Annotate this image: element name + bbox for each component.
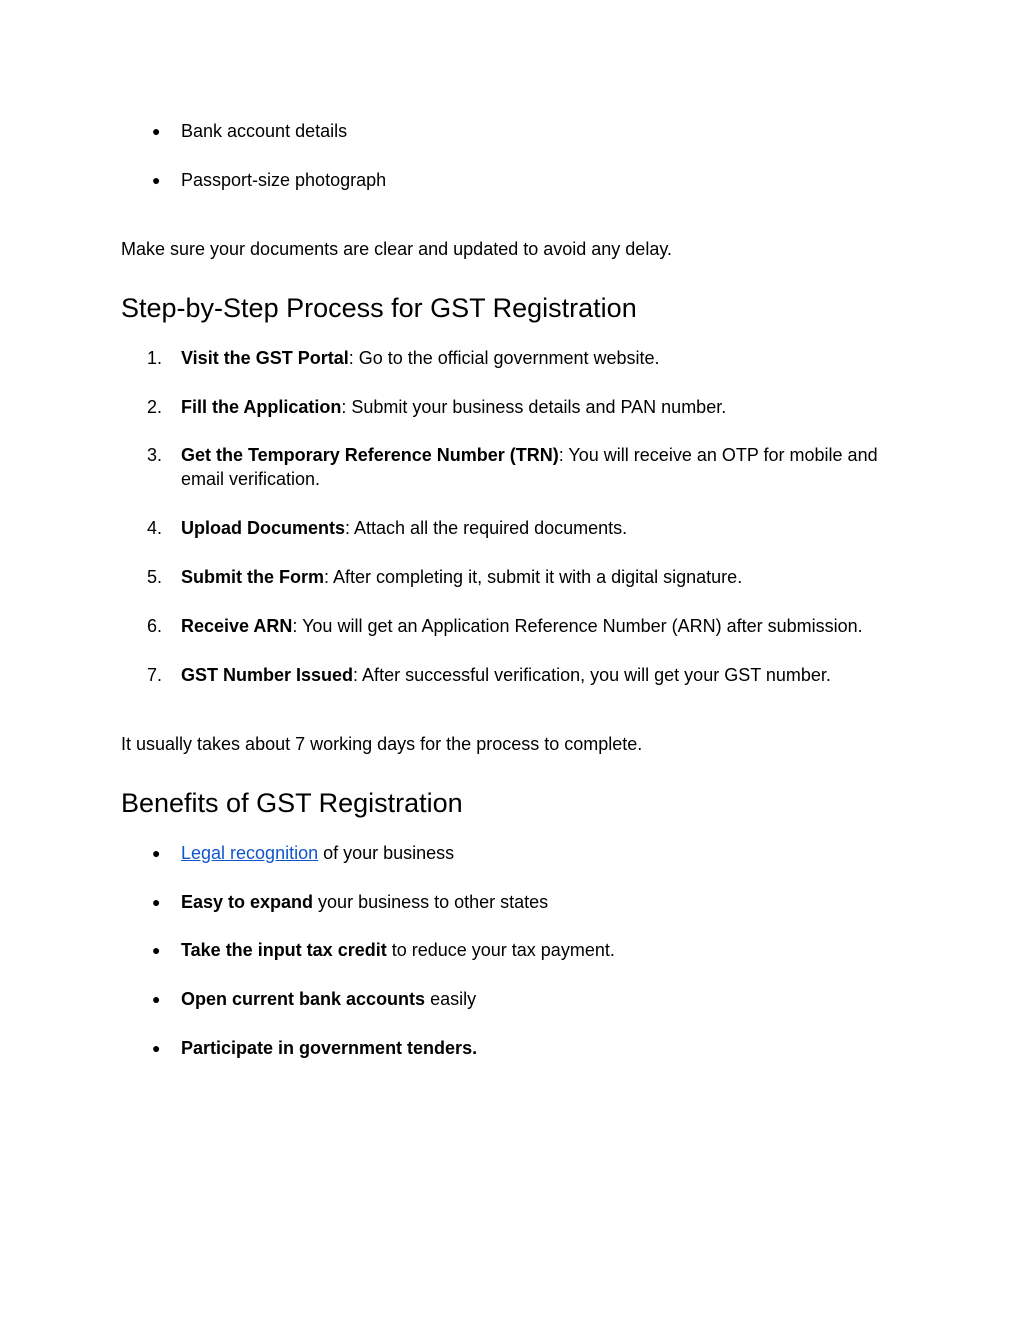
step-item — [121, 516, 911, 540]
bullet-icon: ● — [152, 172, 161, 188]
step-title: Visit the GST Portal — [181, 348, 349, 368]
benefit-item — [121, 987, 911, 1011]
section-heading-process: Step-by-Step Process for GST Registration — [121, 293, 637, 323]
step-item — [121, 614, 911, 638]
step-number: 5. — [147, 567, 163, 587]
benefit-title: Take the input tax credit — [181, 940, 387, 960]
step-number: 6. — [147, 616, 163, 636]
step-description: : Go to the official government website. — [348, 348, 660, 368]
benefit-text: to reduce your tax payment. — [386, 940, 615, 960]
step-title: Upload Documents — [181, 518, 346, 538]
step-description: : You will receive an OTP for mobile and email verification. — [181, 445, 878, 489]
step-item — [121, 443, 911, 491]
step-description: : After successful verification, you will get your GST number. — [353, 665, 831, 685]
benefit-item — [121, 1036, 911, 1060]
benefit-item — [121, 841, 911, 865]
benefit-text: of your business — [318, 843, 455, 863]
step-title: GST Number Issued — [181, 665, 354, 685]
list-item — [121, 168, 911, 192]
step-description: : After completing it, submit it with a digital signature. — [324, 567, 743, 587]
step-number: 7. — [147, 665, 163, 685]
list-item-text: Bank account details — [181, 121, 348, 141]
step-title: Receive ARN — [181, 616, 293, 636]
step-number: 3. — [147, 445, 163, 465]
benefit-title: Participate in government tenders. — [181, 1038, 478, 1058]
benefit-title: Easy to expand — [181, 892, 314, 912]
step-description: : Attach all the required documents. — [345, 518, 628, 538]
section-heading-benefits: Benefits of GST Registration — [121, 788, 463, 818]
step-item — [121, 395, 911, 419]
step-number: 2. — [147, 397, 163, 417]
documents-note: Make sure your documents are clear and updated to avoid any delay. — [121, 239, 672, 259]
benefit-text: your business to other states — [313, 892, 549, 912]
benefit-item — [121, 938, 911, 962]
step-title: Fill the Application — [181, 397, 342, 417]
legal-recognition-link[interactable]: Legal recognition — [181, 843, 319, 863]
step-description: : You will get an Application Reference Number (ARN) after submission. — [292, 616, 863, 636]
duration-note: It usually takes about 7 working days for the process to complete. — [121, 734, 643, 754]
bullet-icon: ● — [152, 1040, 161, 1056]
list-item-text: Passport-size photograph — [181, 170, 387, 190]
bullet-icon: ● — [152, 942, 161, 958]
benefit-text: easily — [425, 989, 477, 1009]
bullet-icon: ● — [152, 845, 161, 861]
bullet-icon: ● — [152, 991, 161, 1007]
bullet-icon: ● — [152, 894, 161, 910]
step-number: 1. — [147, 348, 163, 368]
bullet-icon: ● — [152, 123, 161, 139]
step-item — [121, 663, 911, 687]
step-description: : Submit your business details and PAN number. — [341, 397, 727, 417]
step-item — [121, 565, 911, 589]
step-title: Get the Temporary Reference Number (TRN) — [181, 445, 559, 465]
step-title: Submit the Form — [181, 567, 324, 587]
step-item — [121, 346, 911, 370]
benefit-title: Open current bank accounts — [181, 989, 426, 1009]
benefit-item — [121, 890, 911, 914]
step-number: 4. — [147, 518, 163, 538]
list-item — [121, 119, 911, 143]
